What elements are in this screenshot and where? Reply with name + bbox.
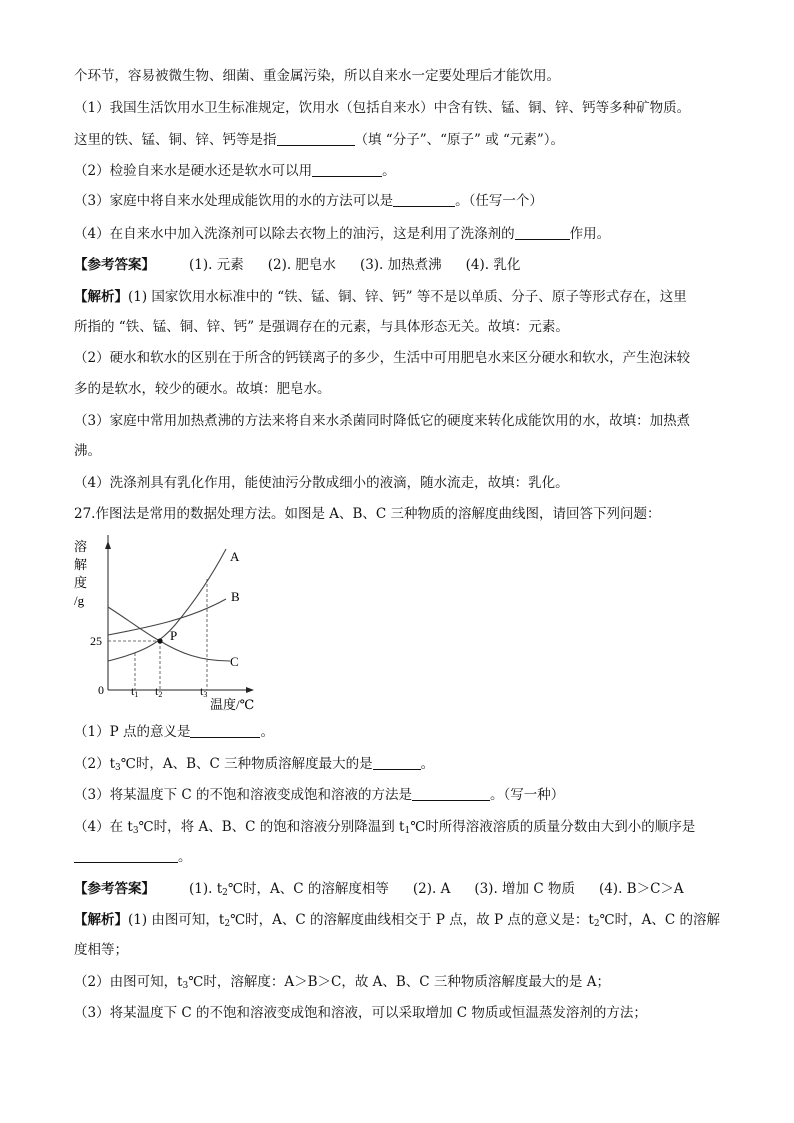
- analysis-26-p2b: 多的是软水，较少的硬水。故填：肥皂水。: [74, 381, 331, 397]
- point-p: [157, 638, 162, 643]
- solubility-chart: [70, 535, 260, 715]
- answer-26: 【参考答案】 (1). 元素 (2). 肥皂水 (3). 加热煮沸 (4). 乳化: [74, 257, 521, 273]
- analysis-26-p2a: （2）硬水和软水的区别在于所含的钙镁离子的多少，生活中可用肥皂水来区分硬水和软水，产生泡沫较: [74, 350, 691, 366]
- answer-27: 【参考答案】 (1). $t_2℃$时，A、C 的溶解度相等 (2). A (3). 增加 C 物质 (4). B＞C＞A: [74, 881, 684, 898]
- analysis-26-p1a: 【解析】(1) 国家饮用水标准中的 “铁、锰、铜、锌、钙” 等不是以单质、分子、原子等形式存在，这里: [74, 289, 687, 305]
- curve-c-label: C: [230, 654, 239, 669]
- analysis-27-p1a: 【解析】(1) 由图可知，$t_2℃$时，A、C 的溶解度曲线相交于 P 点，故 P 点的意义是：$t_2℃$时，A、C 的溶解: [74, 912, 721, 929]
- x-tick-t1: t1: [131, 684, 139, 699]
- q27-4-line2: 。: [74, 848, 192, 866]
- answer-head: 【参考答案】: [74, 257, 155, 273]
- analysis-head: 【解析】: [74, 912, 128, 928]
- answer-blank[interactable]: [412, 786, 490, 801]
- analysis-26-p3a: （3）家庭中常用加热煮沸的方法来将自来水杀菌同时降低它的硬度来转化成能饮用的水，故填：加热煮: [74, 413, 691, 429]
- y-label-2: 解: [74, 557, 88, 572]
- curve-b: [108, 599, 226, 635]
- analysis-26-p4: （4）洗涤剂具有乳化作用，能使油污分散成细小的液滴，随水流走，故填：乳化。: [74, 475, 569, 491]
- q27-1: （1）P 点的意义是 。: [74, 724, 274, 740]
- answer-blank[interactable]: [312, 162, 382, 177]
- analysis-27-p3: （3）将某温度下 C 的不饱和溶液变成饱和溶液，可以采取增加 C 物质或恒温蒸发溶剂的方法；: [74, 1005, 647, 1021]
- y-label-4: /g: [74, 593, 85, 608]
- answer-blank[interactable]: [515, 225, 570, 240]
- analysis-27-p2: （2）由图可知，$t_3℃$时，溶解度：A＞B＞C，故 A、B、C 三种物质溶解度最大的是 A；: [74, 974, 610, 991]
- q26-4: （4）在自来水中加入洗涤剂可以除去衣物上的油污，这是利用了洗涤剂的 作用。: [74, 226, 611, 242]
- q26-1-line1: （1）我国生活饮用水卫生标准规定，饮用水（包括自来水）中含有铁、锰、铜、锌、钙等多种矿物质。: [74, 100, 691, 116]
- answer-blank[interactable]: [393, 192, 455, 207]
- q27-stem: 27.作图法是常用的数据处理方法。如图是 A、B、C 三种物质的溶解度曲线图，请回答下列问题：: [74, 506, 661, 522]
- answer-blank[interactable]: [373, 755, 421, 770]
- curve-b-label: B: [231, 589, 240, 604]
- answer-blank[interactable]: [190, 723, 260, 738]
- curve-a-label: A: [230, 549, 240, 564]
- q27-2: $(2)t_3℃$时，A、B、C 三种物质溶解度最大的是 。: [74, 756, 435, 773]
- analysis-head: 【解析】: [74, 289, 128, 305]
- q26-1-line2: 这里的铁、锰、铜、锌、钙等是指 （填 “分子”、“原子” 或 “元素”）。: [74, 132, 565, 148]
- q26-2: （2）检验自来水是硬水还是软水可以用 。: [74, 163, 396, 179]
- curve-a: [108, 549, 226, 661]
- analysis-27-p1b: 度相等；: [74, 942, 128, 958]
- point-p-label: P: [170, 628, 178, 643]
- answer-head: 【参考答案】: [74, 881, 155, 897]
- intro-text: 个环节，容易被微生物、细菌、重金属污染，所以自来水一定要处理后才能饮用。: [74, 68, 560, 84]
- y-label-1: 溶: [74, 539, 88, 554]
- x-label: 温度/℃: [210, 697, 255, 712]
- q27-3: （3）将某温度下 C 的不饱和溶液变成饱和溶液的方法是 。（写一种）: [74, 787, 565, 803]
- x-axis-arrow: [246, 687, 254, 693]
- y-tick-25: 25: [90, 634, 102, 648]
- analysis-26-p3b: 沸。: [74, 443, 101, 459]
- x-tick-t3: t3: [200, 684, 208, 699]
- y-axis-arrow: [105, 541, 111, 549]
- answer-blank[interactable]: [74, 848, 178, 863]
- answer-blank[interactable]: [277, 131, 355, 146]
- x-tick-t2: t2: [155, 684, 163, 699]
- curve-c: [108, 607, 230, 661]
- q27-4-line1: （4）在 $t_3℃$时，将 A、B、C 的饱和溶液分别降温到 $t_1℃$时所得溶液溶质的质量分数由大到小的顺序是: [74, 819, 696, 836]
- y-label-3: 度: [74, 575, 88, 590]
- origin-label: 0: [98, 683, 104, 697]
- q26-3: （3）家庭中将自来水处理成能饮用的水的方法可以是 。（任写一个）: [74, 193, 543, 209]
- analysis-26-p1b: 所指的 “铁、锰、铜、锌、钙” 是强调存在的元素，与具体形态无关。故填：元素。: [74, 319, 569, 335]
